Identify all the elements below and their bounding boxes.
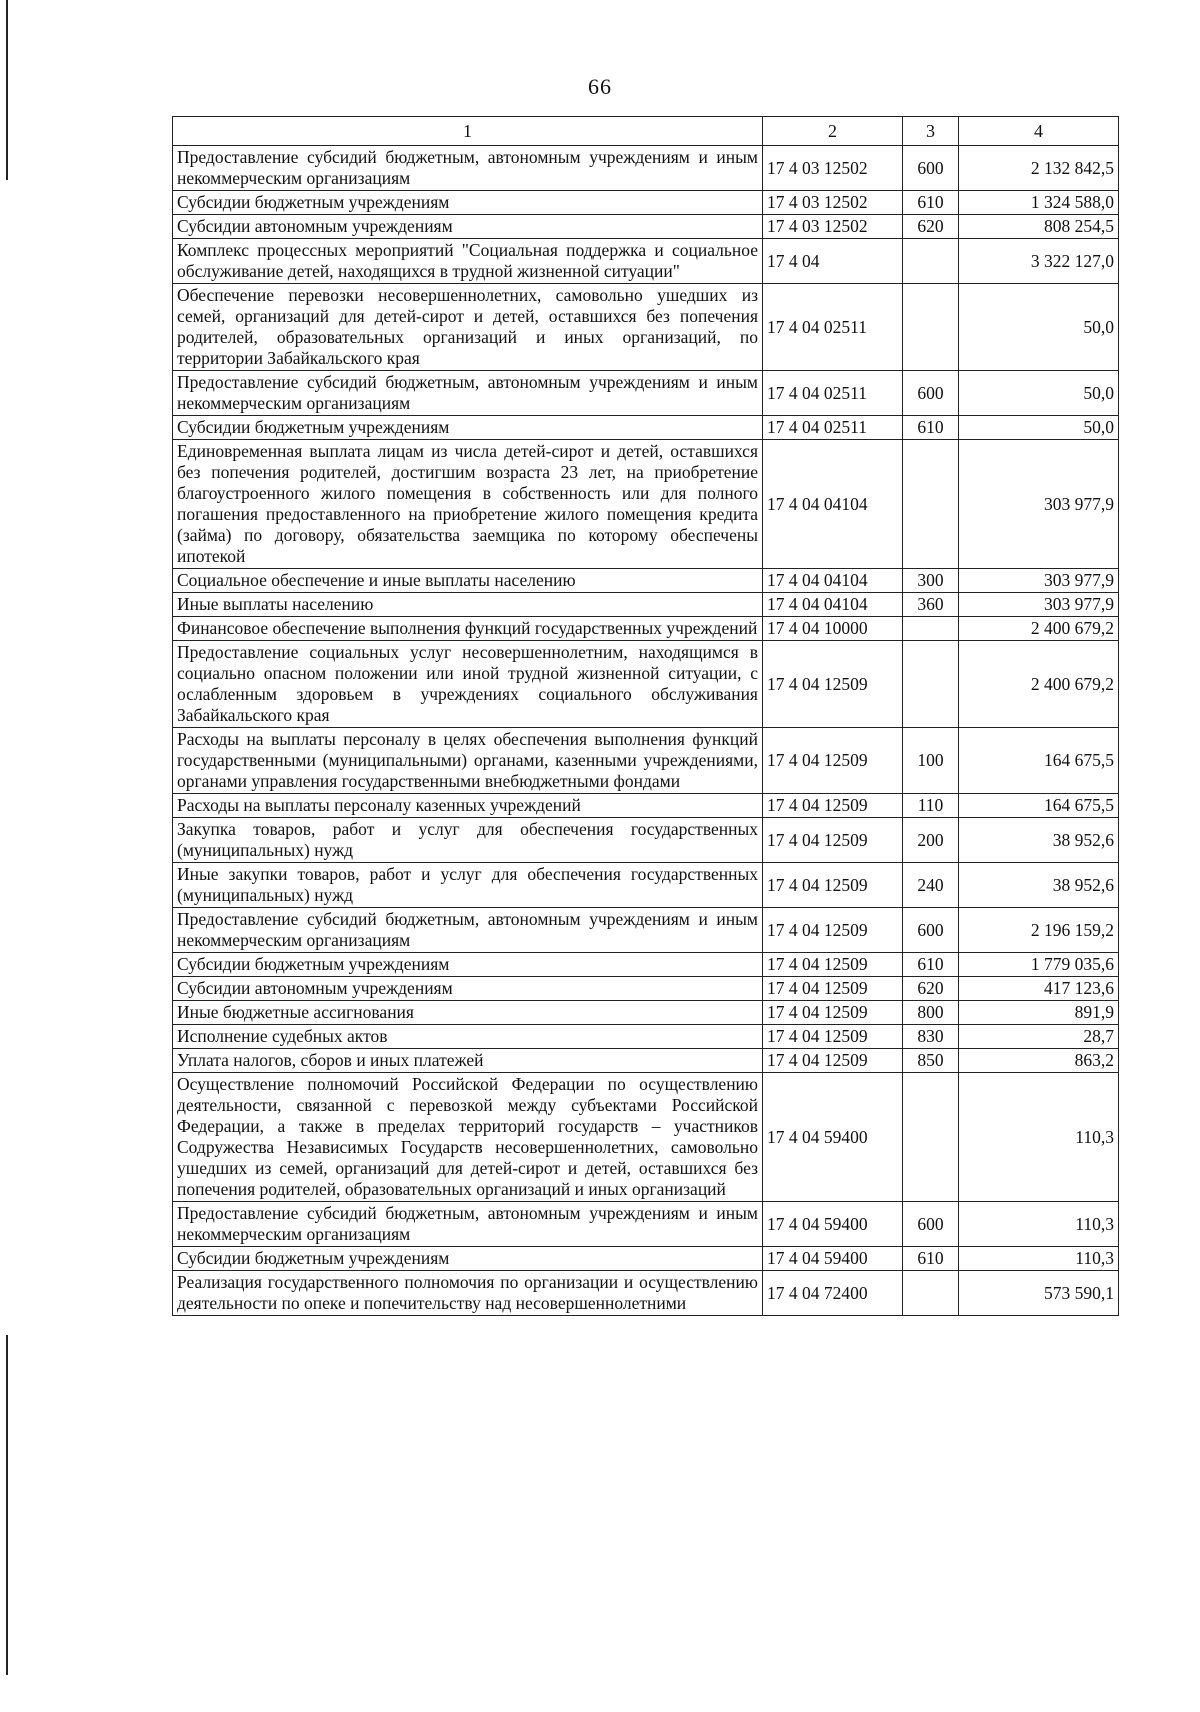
row-name: Предоставление субсидий бюджетным, автономным учреждениям и иным некоммерческим организациям	[173, 1202, 763, 1247]
table-row	[173, 908, 1119, 953]
row-code: 17 4 04 12509	[763, 1025, 903, 1049]
row-name: Иные бюджетные ассигнования	[173, 1001, 763, 1025]
row-name: Исполнение судебных актов	[173, 1025, 763, 1049]
table-row	[173, 818, 1119, 863]
row-name: Предоставление субсидий бюджетным, автономным учреждениям и иным некоммерческим организациям	[173, 908, 763, 953]
row-code: 17 4 04	[763, 239, 903, 284]
row-amount: 164 675,5	[959, 794, 1119, 818]
row-amount: 891,9	[959, 1001, 1119, 1025]
row-amount: 38 952,6	[959, 863, 1119, 908]
header-col-2: 2	[763, 117, 903, 146]
row-name: Уплата налогов, сборов и иных платежей	[173, 1049, 763, 1073]
row-code: 17 4 04 12509	[763, 863, 903, 908]
row-name: Обеспечение перевозки несовершеннолетних, самовольно ушедших из семей, организаций для детей-сирот и детей, оставшихся без попечения родителей, образовательных организаций и иных организаций, по территории Забайкальского края	[173, 284, 763, 371]
row-type: 610	[903, 191, 959, 215]
table-row	[173, 416, 1119, 440]
row-name: Субсидии автономным учреждениям	[173, 977, 763, 1001]
row-name: Субсидии бюджетным учреждениям	[173, 1247, 763, 1271]
table-row	[173, 239, 1119, 284]
table-row	[173, 284, 1119, 371]
row-code: 17 4 04 72400	[763, 1271, 903, 1316]
row-type: 620	[903, 215, 959, 239]
table-header-row	[173, 117, 1119, 146]
row-amount: 1 324 588,0	[959, 191, 1119, 215]
row-amount: 2 400 679,2	[959, 617, 1119, 641]
row-code: 17 4 04 02511	[763, 284, 903, 371]
row-code: 17 4 04 04104	[763, 440, 903, 569]
row-name: Социальное обеспечение и иные выплаты населению	[173, 569, 763, 593]
row-type: 360	[903, 593, 959, 617]
row-name: Предоставление социальных услуг несовершеннолетним, находящимся в социально опасном положении или иной трудной жизненной ситуации, с ослабленным здоровьем в учреждениях социального обслуживания Забайкальского края	[173, 641, 763, 728]
row-amount: 1 779 035,6	[959, 953, 1119, 977]
row-code: 17 4 04 04104	[763, 569, 903, 593]
row-code: 17 4 03 12502	[763, 146, 903, 191]
row-type	[903, 284, 959, 371]
table-row	[173, 1271, 1119, 1316]
row-name: Финансовое обеспечение выполнения функций государственных учреждений	[173, 617, 763, 641]
row-code: 17 4 04 12509	[763, 1001, 903, 1025]
row-amount: 303 977,9	[959, 440, 1119, 569]
table-row	[173, 1001, 1119, 1025]
row-name: Единовременная выплата лицам из числа детей-сирот и детей, оставшихся без попечения родителей, достигшим возраста 23 лет, на приобретение благоустроенного жилого помещения в собственность или для полного погашения предоставленного на приобретение жилого помещения кредита (займа) по договору, обязательства заемщика по которому обеспечены ипотекой	[173, 440, 763, 569]
row-type: 800	[903, 1001, 959, 1025]
table-row	[173, 953, 1119, 977]
table-row	[173, 440, 1119, 569]
table-row	[173, 863, 1119, 908]
row-code: 17 4 04 12509	[763, 818, 903, 863]
row-name: Реализация государственного полномочия по организации и осуществлению деятельности по опеке и попечительству над несовершеннолетними	[173, 1271, 763, 1316]
table-row	[173, 1025, 1119, 1049]
table-row	[173, 1049, 1119, 1073]
table-row	[173, 728, 1119, 794]
row-type: 600	[903, 908, 959, 953]
row-type: 240	[903, 863, 959, 908]
table-row	[173, 1247, 1119, 1271]
row-name: Осуществление полномочий Российской Федерации по осуществлению деятельности, связанной с перевозкой между субъектами Российской Федерации, а также в пределах территорий государств – участников Содружества Независимых Государств несовершеннолетних, самовольно ушедших из семей, организаций для детей-сирот и детей, оставшихся без попечения родителей, образовательных организаций и иных организаций	[173, 1073, 763, 1202]
row-amount: 50,0	[959, 371, 1119, 416]
row-amount: 303 977,9	[959, 569, 1119, 593]
header-col-1: 1	[173, 117, 763, 146]
row-amount: 3 322 127,0	[959, 239, 1119, 284]
table-row	[173, 593, 1119, 617]
row-amount: 110,3	[959, 1247, 1119, 1271]
row-name: Предоставление субсидий бюджетным, автономным учреждениям и иным некоммерческим организациям	[173, 146, 763, 191]
row-amount: 38 952,6	[959, 818, 1119, 863]
row-name: Расходы на выплаты персоналу казенных учреждений	[173, 794, 763, 818]
header-col-3: 3	[903, 117, 959, 146]
row-code: 17 4 04 12509	[763, 977, 903, 1001]
row-code: 17 4 04 12509	[763, 1049, 903, 1073]
row-code: 17 4 04 12509	[763, 794, 903, 818]
row-type: 620	[903, 977, 959, 1001]
row-code: 17 4 04 12509	[763, 728, 903, 794]
row-name: Субсидии бюджетным учреждениям	[173, 416, 763, 440]
row-code: 17 4 04 12509	[763, 953, 903, 977]
row-name: Предоставление субсидий бюджетным, автономным учреждениям и иным некоммерческим организациям	[173, 371, 763, 416]
row-amount: 164 675,5	[959, 728, 1119, 794]
scan-margin-line-lower	[6, 1335, 8, 1675]
row-code: 17 4 04 59400	[763, 1247, 903, 1271]
row-name: Иные закупки товаров, работ и услуг для обеспечения государственных (муниципальных) нужд	[173, 863, 763, 908]
table-row	[173, 977, 1119, 1001]
table-row	[173, 191, 1119, 215]
row-name: Закупка товаров, работ и услуг для обеспечения государственных (муниципальных) нужд	[173, 818, 763, 863]
row-type: 610	[903, 1247, 959, 1271]
row-name: Субсидии бюджетным учреждениям	[173, 191, 763, 215]
row-code: 17 4 04 59400	[763, 1073, 903, 1202]
row-code: 17 4 04 02511	[763, 416, 903, 440]
table-row	[173, 617, 1119, 641]
row-type: 600	[903, 146, 959, 191]
row-amount: 863,2	[959, 1049, 1119, 1073]
header-col-4: 4	[959, 117, 1119, 146]
row-amount: 2 400 679,2	[959, 641, 1119, 728]
table-row	[173, 569, 1119, 593]
table-row	[173, 1073, 1119, 1202]
row-name: Субсидии автономным учреждениям	[173, 215, 763, 239]
row-type	[903, 440, 959, 569]
row-name: Иные выплаты населению	[173, 593, 763, 617]
row-code: 17 4 04 10000	[763, 617, 903, 641]
row-type	[903, 239, 959, 284]
budget-table	[172, 116, 1119, 1316]
row-type: 610	[903, 953, 959, 977]
row-amount: 808 254,5	[959, 215, 1119, 239]
table-row	[173, 641, 1119, 728]
row-code: 17 4 03 12502	[763, 215, 903, 239]
row-name: Комплекс процессных мероприятий "Социальная поддержка и социальное обслуживание детей, находящихся в трудной жизненной ситуации"	[173, 239, 763, 284]
row-amount: 50,0	[959, 416, 1119, 440]
row-amount: 110,3	[959, 1073, 1119, 1202]
table-row	[173, 146, 1119, 191]
row-type	[903, 641, 959, 728]
row-name: Субсидии бюджетным учреждениям	[173, 953, 763, 977]
page-number: 66	[588, 74, 612, 99]
table-row	[173, 371, 1119, 416]
row-amount: 2 132 842,5	[959, 146, 1119, 191]
table-row	[173, 215, 1119, 239]
row-code: 17 4 04 02511	[763, 371, 903, 416]
row-amount: 573 590,1	[959, 1271, 1119, 1316]
row-code: 17 4 04 12509	[763, 641, 903, 728]
row-type	[903, 1271, 959, 1316]
row-amount: 303 977,9	[959, 593, 1119, 617]
row-type: 600	[903, 371, 959, 416]
row-type: 850	[903, 1049, 959, 1073]
row-type: 110	[903, 794, 959, 818]
row-type: 830	[903, 1025, 959, 1049]
row-code: 17 4 03 12502	[763, 191, 903, 215]
row-name: Расходы на выплаты персоналу в целях обеспечения выполнения функций государственными (муниципальными) органами, казенными учреждениями, органами управления государственными внебюджетными фондами	[173, 728, 763, 794]
table-row	[173, 794, 1119, 818]
row-type: 300	[903, 569, 959, 593]
row-amount: 28,7	[959, 1025, 1119, 1049]
row-amount: 2 196 159,2	[959, 908, 1119, 953]
row-amount: 110,3	[959, 1202, 1119, 1247]
row-type	[903, 617, 959, 641]
row-type: 600	[903, 1202, 959, 1247]
row-code: 17 4 04 04104	[763, 593, 903, 617]
row-type: 610	[903, 416, 959, 440]
row-type	[903, 1073, 959, 1202]
row-code: 17 4 04 59400	[763, 1202, 903, 1247]
table-row	[173, 1202, 1119, 1247]
row-type: 100	[903, 728, 959, 794]
row-amount: 50,0	[959, 284, 1119, 371]
row-type: 200	[903, 818, 959, 863]
row-code: 17 4 04 12509	[763, 908, 903, 953]
row-amount: 417 123,6	[959, 977, 1119, 1001]
